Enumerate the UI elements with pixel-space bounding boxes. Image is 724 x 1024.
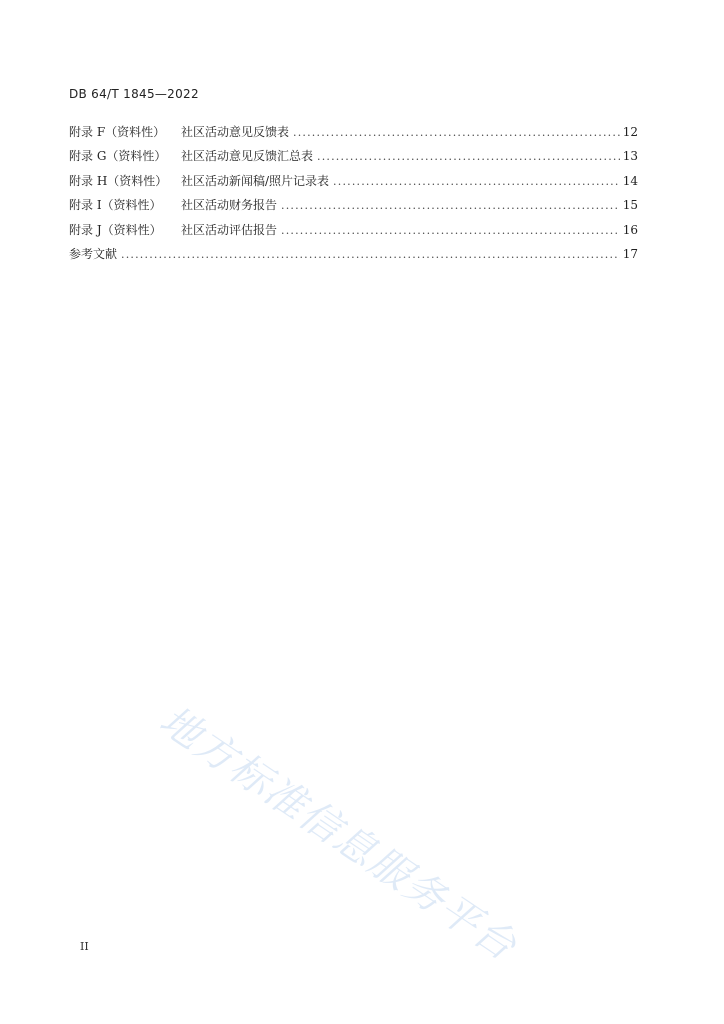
toc-entry-prefix: 附录 I（资料性） (69, 198, 162, 213)
toc-entry-page: 14 (622, 173, 638, 188)
toc-entry-title: 社区活动新闻稿/照片记录表 (181, 173, 330, 188)
toc-entry-page: 16 (622, 222, 638, 237)
toc-entry-page: 13 (622, 149, 638, 164)
toc-leader-dots (317, 149, 620, 165)
toc-entry-appendix-j[interactable] (69, 222, 638, 246)
toc-entry-page: 12 (622, 125, 638, 139)
toc-entry-prefix: 附录 G（资料性） (69, 149, 167, 164)
toc-entry-appendix-i[interactable] (69, 197, 638, 221)
page-number: II (80, 940, 89, 953)
platform-watermark: 地方标准信息服务平台 (151, 697, 526, 971)
toc-entry-title: 社区活动意见反馈表 (181, 125, 290, 139)
toc-entry-title: 社区活动意见反馈汇总表 (181, 149, 314, 164)
toc-entry-page: 17 (622, 246, 638, 261)
toc-leader-dots (281, 198, 620, 214)
toc-entry-title: 参考文献 (69, 246, 118, 261)
table-of-contents (69, 124, 638, 270)
toc-entry-prefix: 附录 J（资料性） (69, 222, 162, 237)
toc-entry-page: 15 (622, 198, 638, 213)
toc-entry-prefix: 附录 H（资料性） (69, 173, 168, 188)
document-code-header: DB 64/T 1845—2022 (69, 87, 199, 101)
toc-entry-references[interactable] (69, 246, 638, 270)
toc-leader-dots (281, 223, 620, 239)
toc-entry-appendix-h[interactable] (69, 173, 638, 197)
toc-leader-dots (333, 174, 620, 190)
toc-entry-appendix-g[interactable] (69, 148, 638, 172)
toc-entry-prefix: 附录 F（资料性） (69, 125, 166, 139)
toc-leader-dots (293, 125, 620, 141)
toc-leader-dots (121, 247, 620, 263)
toc-entry-appendix-f[interactable] (69, 124, 638, 148)
toc-entry-title: 社区活动评估报告 (181, 222, 278, 237)
toc-entry-title: 社区活动财务报告 (181, 198, 278, 213)
